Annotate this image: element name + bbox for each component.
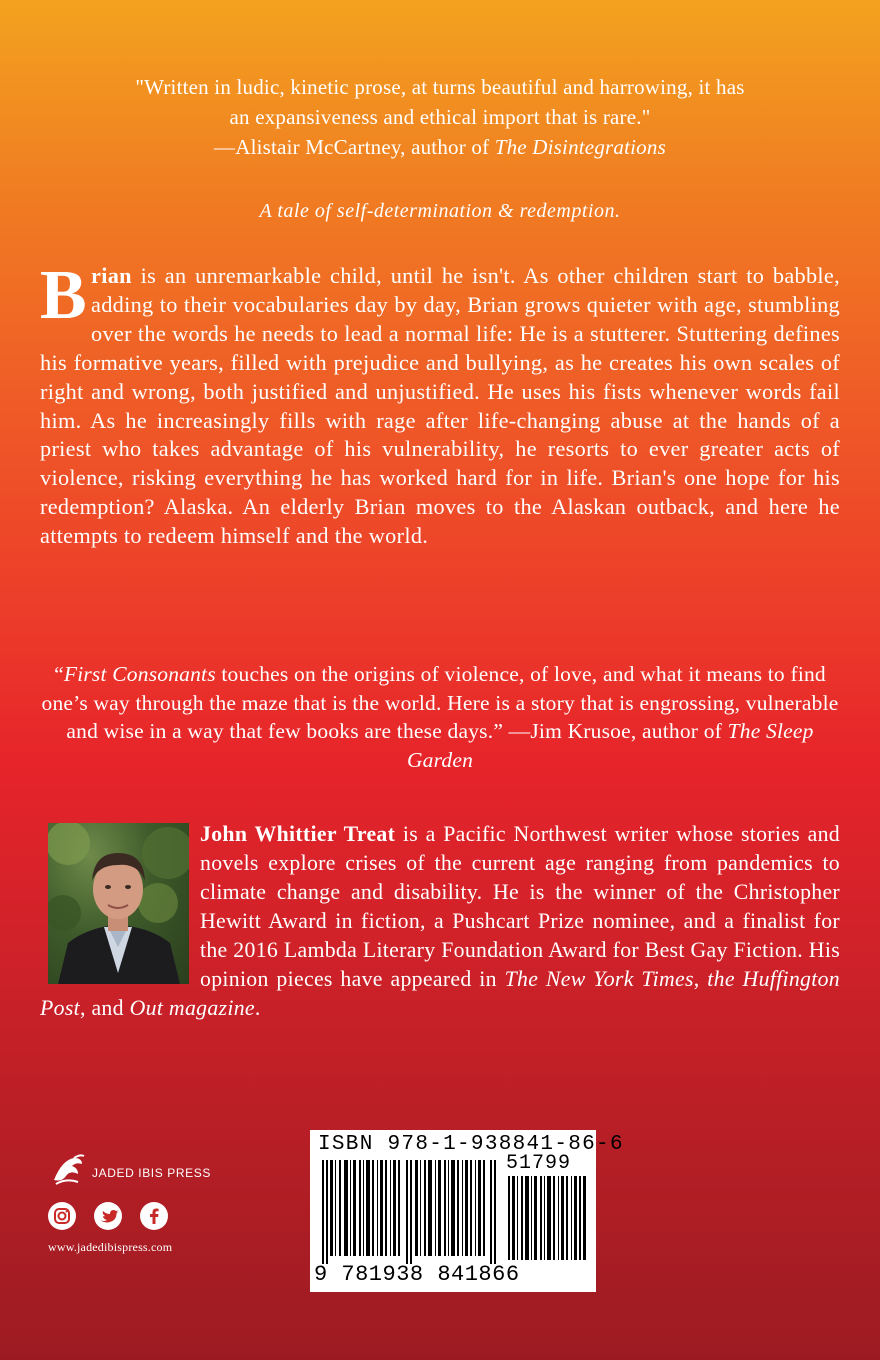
bio-sep2: , and	[79, 996, 130, 1020]
open-quote: “	[54, 662, 64, 686]
synopsis-lead: rian	[91, 263, 132, 288]
bio-sep1: ,	[693, 967, 708, 991]
twitter-icon[interactable]	[94, 1202, 122, 1230]
top-review	[40, 72, 840, 162]
publisher-name: JADED IBIS PRESS	[92, 1166, 211, 1180]
review-quote: touches on the origins of violence, of love, and what it means to find one’s way through the maze that is the world. Here is a story that is engrossing, vulnerable and wise in a way that few books are these days.” —Jim Krusoe, author of	[41, 662, 839, 743]
author-name: John Whittier Treat	[200, 822, 396, 846]
author-bio	[40, 820, 840, 1023]
barcode-box	[310, 1130, 624, 1292]
bio-pub-huffpost: the Huffington Post	[40, 967, 840, 1020]
attribution-prefix: —Alistair McCartney, author of	[214, 135, 495, 159]
synopsis-text: is an unremarkable child, until he isn't. As other children start to babble, adding to their vocabularies day by day, Brian grows quieter with age, stumbling over the words he needs to lead a normal life: He is a stutterer. Stuttering defines his formative years, filled with prejudice and bullying, as he creates his own scales of right and wrong, both justified and unjustified. He uses his fists whenever words fail him. As he increasingly fills with rage after life-changing abuse at the hands of a priest who takes advantage of his vulnerability, he resorts to ever greater acts of violence, risking everything he has worked hard for in life. Brian's one hope for his redemption? Alaska. An elderly Brian moves to the Alaskan outback, and here he attempts to redeem himself and the world.	[40, 263, 840, 549]
ean-digits: 9 781938 841866	[314, 1262, 520, 1287]
top-review-attribution	[40, 132, 840, 162]
bio-text: is a Pacific Northwest writer whose stories and novels explore crises of the current age ranging from pandemics to climate change and disability. He is the winner of the Christopher Hewitt Award in fiction, a Pushcart Prize nominee, and a finalist for the 2016 Lambda Literary Foundation Award for Best Gay Fiction. His opinion pieces have appeared in	[200, 822, 840, 991]
publisher-url[interactable]: www.jadedibispress.com	[48, 1240, 173, 1254]
top-review-line2: an expansiveness and ethical import that is rare."	[229, 105, 651, 129]
ean-barcode	[318, 1160, 502, 1264]
top-review-line1: "Written in ludic, kinetic prose, at turns beautiful and harrowing, it has	[135, 75, 745, 99]
ibis-logo-icon	[48, 1150, 88, 1190]
publisher-block	[48, 1150, 248, 1270]
review-book-title: First Consonants	[63, 662, 216, 686]
tagline: A tale of self-determination & redemption.	[259, 200, 621, 222]
bio-pub-nyt: The New York Times	[504, 967, 694, 991]
review-attribution-title: The Sleep Garden	[406, 719, 814, 772]
second-review	[40, 660, 840, 774]
bio-pub-out: Out magazine	[129, 996, 255, 1020]
price-code: 51799	[506, 1152, 572, 1175]
facebook-icon[interactable]	[140, 1202, 168, 1230]
dropcap: B	[40, 257, 87, 334]
isbn-text: ISBN 978-1-938841-86-6	[318, 1133, 624, 1156]
addon-barcode	[506, 1176, 588, 1260]
instagram-icon[interactable]	[48, 1202, 76, 1230]
attribution-book-title: The Disintegrations	[494, 135, 666, 159]
publisher-logo-row	[48, 1150, 248, 1190]
bio-end: .	[254, 996, 261, 1020]
synopsis	[40, 257, 840, 551]
